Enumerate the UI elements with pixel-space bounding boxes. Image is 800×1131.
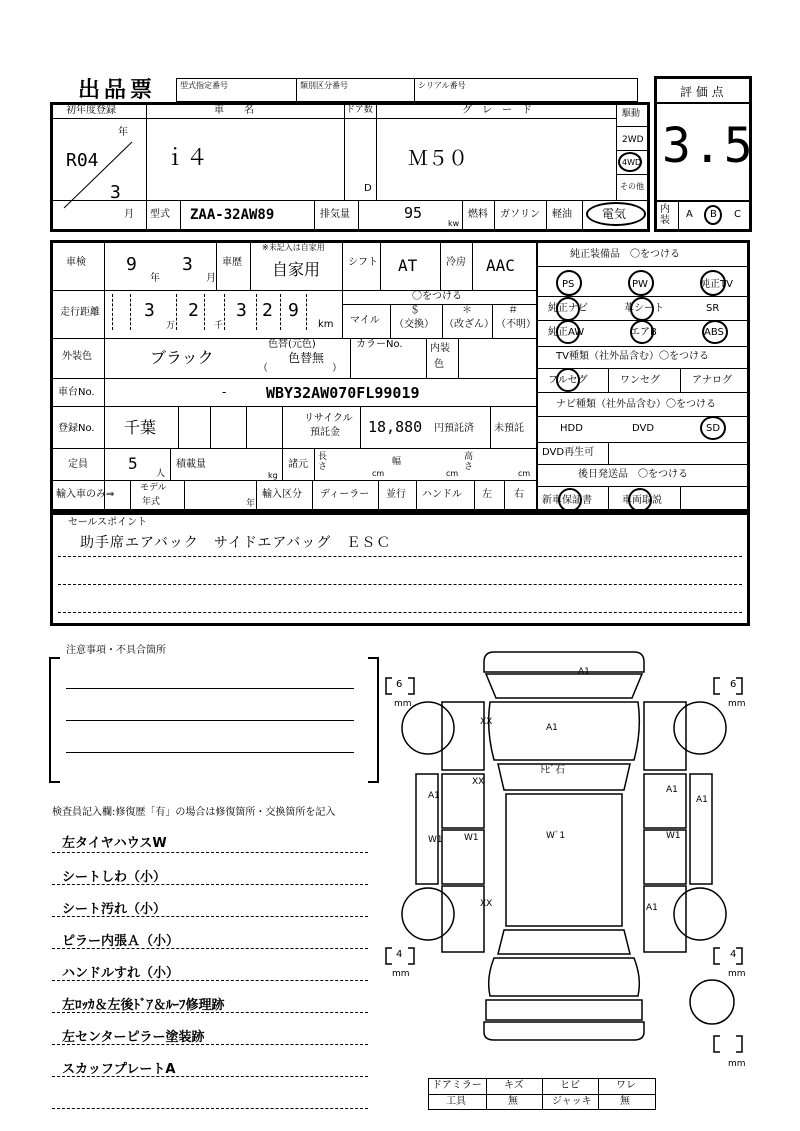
drive-4wd: 4WD: [622, 158, 642, 167]
mileage-digit-2: 2: [188, 300, 199, 321]
handle-left: 左: [482, 489, 492, 500]
handle-right: 右: [514, 489, 524, 500]
shift-label: シフト: [348, 257, 378, 268]
front-bumper-outline: [484, 652, 644, 672]
evaluation-label: 評 価 点: [680, 85, 724, 99]
tire-fl-depth: 6: [396, 679, 403, 690]
equip-pw: PW: [632, 279, 648, 290]
doors-label: ドア数: [346, 105, 373, 115]
equip-navi: 純正ナビ: [548, 303, 588, 314]
equip-aw: 純正AW: [548, 327, 585, 338]
recycle-label1: リサイクル: [304, 413, 353, 424]
serial-label: シリアル番号: [418, 81, 466, 90]
equip-sr: SR: [706, 303, 720, 314]
recycle-unit: 円預託済: [434, 423, 474, 434]
altered-sym: ＊: [462, 305, 472, 316]
tire-rl-depth: 4: [396, 949, 403, 960]
tire-rear-right-outline: [674, 888, 726, 940]
legend-header-3: ヒビ: [560, 1080, 580, 1091]
mark-left-rear-rocker: W1: [428, 835, 443, 845]
header-code-boxes: [176, 78, 638, 102]
tire-rr-depth: 4: [730, 949, 737, 960]
mark-roof: Wﾞ1: [546, 831, 566, 841]
mileage-man-unit: 万: [166, 321, 176, 331]
inspection-month: 3: [182, 254, 193, 275]
front-grille-outline: [486, 674, 642, 698]
equip-airbag: エアB: [630, 327, 657, 338]
equip-leather: 革シート: [624, 303, 664, 314]
load-unit: kg: [268, 471, 278, 480]
interior-color-label1: 内装: [430, 343, 450, 354]
hood-outline: [489, 702, 640, 760]
fuel-light-oil: 軽油: [552, 209, 572, 220]
recycle-amount: 18,880: [368, 418, 423, 436]
fuel-label: 燃料: [468, 209, 488, 220]
mileage-digit-4: 2: [262, 300, 273, 321]
import-type-label: 輸入区分: [262, 489, 302, 500]
chassis-dash: -: [222, 385, 227, 399]
mileage-digit-5: 9: [288, 300, 299, 321]
right-rocker-outline: [690, 774, 712, 884]
rear-glass-outline: [498, 930, 630, 954]
inspection-year-unit: 年: [150, 273, 160, 284]
equip-airbag-circle: [630, 320, 654, 344]
legend-header-4: ワレ: [616, 1080, 636, 1091]
recycle-label2: 預託金: [310, 427, 340, 438]
tv-fullseg-circle: [556, 368, 580, 392]
displacement: 95: [404, 204, 423, 222]
history: 自家用: [272, 260, 321, 279]
equip-tv-circle: [700, 270, 726, 296]
dvd-label: DVD再生可: [542, 447, 595, 458]
color-paren-close: ）: [332, 363, 342, 374]
first-reg-month: 3: [110, 182, 121, 203]
navi-sd: SD: [706, 423, 721, 434]
equip-abs-circle: [702, 320, 728, 344]
registration-label: 登録No.: [58, 423, 95, 434]
inspection-month-unit: 月: [206, 273, 216, 284]
mileage-digit-3: 3: [236, 300, 247, 321]
first-reg-year: R04: [66, 150, 99, 171]
mark-windshield: ﾄﾋﾞ石: [540, 765, 565, 776]
spare-mm: mm: [728, 1059, 746, 1069]
tv-fullseg: フルセグ: [548, 375, 588, 386]
tv-analog: アナログ: [692, 375, 732, 386]
model-designation-label: 型式指定番号: [180, 81, 228, 90]
later-manual-circle: [628, 488, 652, 512]
tv-title: TV種類（社外品含む）〇をつける: [556, 351, 709, 362]
evaluation-score: 3.5: [662, 118, 755, 174]
mark-right-front-door: A1: [666, 785, 678, 795]
color-change: 色替無: [288, 351, 325, 365]
unknown-sym: ＃: [508, 305, 518, 316]
tire-rear-left-outline: [402, 888, 454, 940]
grade: Ｍ５０: [408, 146, 468, 170]
tire-rl-mm: mm: [392, 969, 410, 979]
car-name-label: 車 名: [214, 105, 254, 116]
shift: AT: [398, 256, 418, 275]
year-unit: 年: [118, 127, 128, 138]
spare-tire-outline: [690, 980, 734, 1024]
mark-left-front-door: XX: [472, 777, 485, 787]
car-damage-diagram: [380, 640, 750, 1080]
legend-label-jack: ジャッキ: [552, 1096, 592, 1107]
import-dealer: ディーラー: [320, 489, 370, 500]
later-title: 後日発送品 〇をつける: [578, 469, 688, 480]
spare-bracket: [714, 1036, 742, 1052]
right-rear-fender-outline: [644, 886, 686, 952]
later-manual: 車両取説: [622, 495, 662, 506]
mark-left-rear-fender: XX: [480, 899, 493, 909]
model-year-label2: 年式: [142, 497, 161, 507]
exchange-sym: ＄: [410, 305, 420, 316]
door-d: D: [364, 183, 372, 194]
color-no-label: カラーNo.: [356, 339, 403, 350]
equipment-title: 純正装備品 〇をつける: [570, 249, 680, 260]
dims-label: 諸元: [288, 459, 308, 470]
mileage-label: 走行距離: [60, 307, 100, 318]
length-label: 長さ: [318, 452, 328, 472]
navi-dvd: DVD: [632, 423, 655, 434]
mark-front-bumper: A1: [578, 667, 590, 677]
capacity-unit: 人: [156, 469, 166, 479]
navi-hdd: HDD: [560, 423, 583, 434]
mile-label: マイル: [350, 315, 380, 326]
legend-header-1: ドアミラー: [432, 1080, 482, 1091]
drive-label: 駆動: [622, 109, 641, 119]
legend-label-tools: 工具: [446, 1096, 466, 1107]
legend-value-tools: 無: [508, 1096, 518, 1107]
fuel-electric-circle: [586, 202, 646, 226]
note-item-3: シート汚れ（小）: [62, 902, 167, 917]
navi-title: ナビ種類（社外品含む）〇をつける: [556, 399, 716, 410]
equip-abs: ABS: [704, 327, 724, 338]
mileage-km-unit: km: [318, 319, 334, 330]
model-type-label: 型式: [150, 209, 170, 220]
category-label: 類別区分番号: [300, 81, 348, 90]
legend-value-jack: 無: [620, 1096, 630, 1107]
tv-oneseg: ワンセグ: [620, 375, 660, 386]
exterior-color-label: 外装色: [62, 351, 92, 362]
car-name: ｉ４: [164, 146, 209, 171]
length-cm: cm: [372, 469, 385, 478]
sales-point-box: [50, 512, 750, 626]
mileage-circle-note: 〇をつける: [412, 291, 462, 302]
tire-fr-mm: mm: [728, 699, 746, 709]
import-label: 輸入車のみ⇒: [56, 489, 115, 500]
navi-sd-circle: [700, 416, 726, 440]
model-year-unit: 年: [246, 499, 256, 509]
height-cm: cm: [518, 469, 531, 478]
registration: 千葉: [124, 418, 157, 437]
later-warranty-circle: [558, 488, 582, 512]
rear-bumper-outline: [486, 1000, 642, 1020]
width-label: 幅: [392, 457, 402, 467]
sales-point-text: 助手席エアバック サイドエアバッグ ＥＳＣ: [80, 535, 392, 551]
roof-outline: [506, 794, 622, 926]
tire-rr-bracket: [714, 948, 742, 964]
mileage-digit-1: 3: [144, 300, 155, 321]
drive-4wd-circle: [618, 152, 642, 172]
equip-tv: 純正TV: [700, 279, 733, 290]
equip-pw-circle: [628, 270, 654, 296]
tire-front-right-outline: [674, 702, 726, 754]
note-item-6: 左ﾛｯｶ＆左後ﾄﾞｱ＆ﾙｰﾌ修理跡: [62, 998, 225, 1013]
model-year-label1: モデル: [140, 483, 167, 493]
model-type: ZAA-32AW89: [190, 207, 275, 223]
load-label: 積載量: [176, 459, 206, 470]
first-reg-label: 初年度登録: [66, 105, 116, 116]
equip-leather-circle: [630, 297, 654, 321]
interior-grade-a: A: [686, 209, 693, 220]
tire-fr-depth: 6: [730, 679, 737, 690]
mark-left-front-fender: XX: [480, 717, 493, 727]
handle-label: ハンドル: [422, 489, 462, 500]
interior-grade-b: B: [710, 209, 717, 220]
left-rear-fender-outline: [442, 886, 484, 952]
color-paren-open: （: [258, 363, 268, 374]
mark-right-rocker: A1: [696, 795, 708, 805]
capacity: 5: [128, 454, 138, 473]
import-parallel: 並行: [386, 489, 406, 500]
capacity-label: 定員: [68, 459, 88, 470]
fuel-electric: 電気: [602, 207, 627, 221]
note-item-2: シートしわ（小）: [62, 870, 167, 885]
displacement-label: 排気量: [320, 209, 350, 220]
note-item-8: スカッフプレートA: [62, 1062, 176, 1077]
equip-ps: PS: [562, 279, 575, 290]
inspector-label: 検査員記入欄:修復歴「有」の場合は修復箇所・交換箇所を記入: [52, 807, 336, 818]
sales-point-label: セールスポイント: [68, 517, 148, 528]
grade-label: グ レ ー ド: [462, 105, 532, 116]
drive-2wd: 2WD: [622, 135, 644, 145]
rear-bumper-lower-outline: [484, 1022, 644, 1040]
exchange-text: （交換）: [394, 319, 434, 330]
displacement-unit: kw: [448, 219, 460, 228]
tire-fl-mm: mm: [394, 699, 412, 709]
note-item-5: ハンドルすれ（小）: [62, 966, 180, 981]
mark-right-rear-door: W1: [666, 831, 681, 841]
trunk-outline: [489, 958, 640, 996]
mark-left-rocker: A1: [428, 791, 440, 801]
recycle-unpaid: 未預託: [494, 423, 524, 434]
mileage-sen-unit: 千: [214, 321, 224, 331]
note-item-1: 左タイヤハウスW: [62, 836, 167, 851]
chassis-label: 車台No.: [58, 387, 95, 398]
equip-navi-circle: [556, 297, 580, 321]
tire-rr-mm: mm: [728, 969, 746, 979]
tire-fr-bracket: [714, 678, 742, 694]
interior-label: 内装: [660, 204, 670, 226]
width-cm: cm: [446, 469, 459, 478]
interior-grade-c: C: [734, 209, 741, 220]
interior-color-label2: 色: [434, 359, 444, 370]
first-reg-slash: [60, 140, 138, 210]
legend-header-2: キズ: [504, 1080, 524, 1091]
equip-aw-circle: [556, 320, 580, 344]
fuel-gasoline: ガソリン: [500, 209, 540, 220]
caution-label: 注意事項・不具合箇所: [66, 645, 166, 656]
altered-text: （改ざん）: [444, 319, 494, 330]
page-title: 出品票: [78, 78, 157, 103]
original-color-label: 色替(元色): [268, 339, 316, 350]
note-item-7: 左センターピラー塗装跡: [62, 1030, 205, 1045]
inspection-year: 9: [126, 254, 137, 275]
equip-ps-circle: [556, 270, 582, 296]
chassis-no: WBY32AW070FL99019: [266, 384, 420, 402]
month-unit: 月: [124, 209, 134, 220]
history-label: 車歴: [222, 257, 242, 268]
mark-left-rear-door: W1: [464, 833, 479, 843]
right-front-door-outline: [644, 774, 686, 828]
history-note: ※未記入は自家用: [262, 243, 325, 252]
note-item-4: ピラー内張Ａ（小）: [62, 934, 180, 949]
height-label: 高さ: [464, 452, 474, 472]
inspection-label: 車検: [66, 257, 86, 268]
unknown-text: （不明）: [496, 319, 536, 330]
exterior-color: ブラック: [150, 348, 214, 367]
interior-grade-circle: [704, 205, 722, 225]
drive-other: その他: [620, 182, 644, 191]
ac-label: 冷房: [446, 257, 466, 268]
later-warranty: 新車保証書: [542, 495, 592, 506]
mark-hood: A1: [546, 723, 558, 733]
mark-right-rear-fender: A1: [646, 903, 658, 913]
tire-front-left-outline: [402, 702, 454, 754]
ac: AAC: [486, 256, 515, 275]
